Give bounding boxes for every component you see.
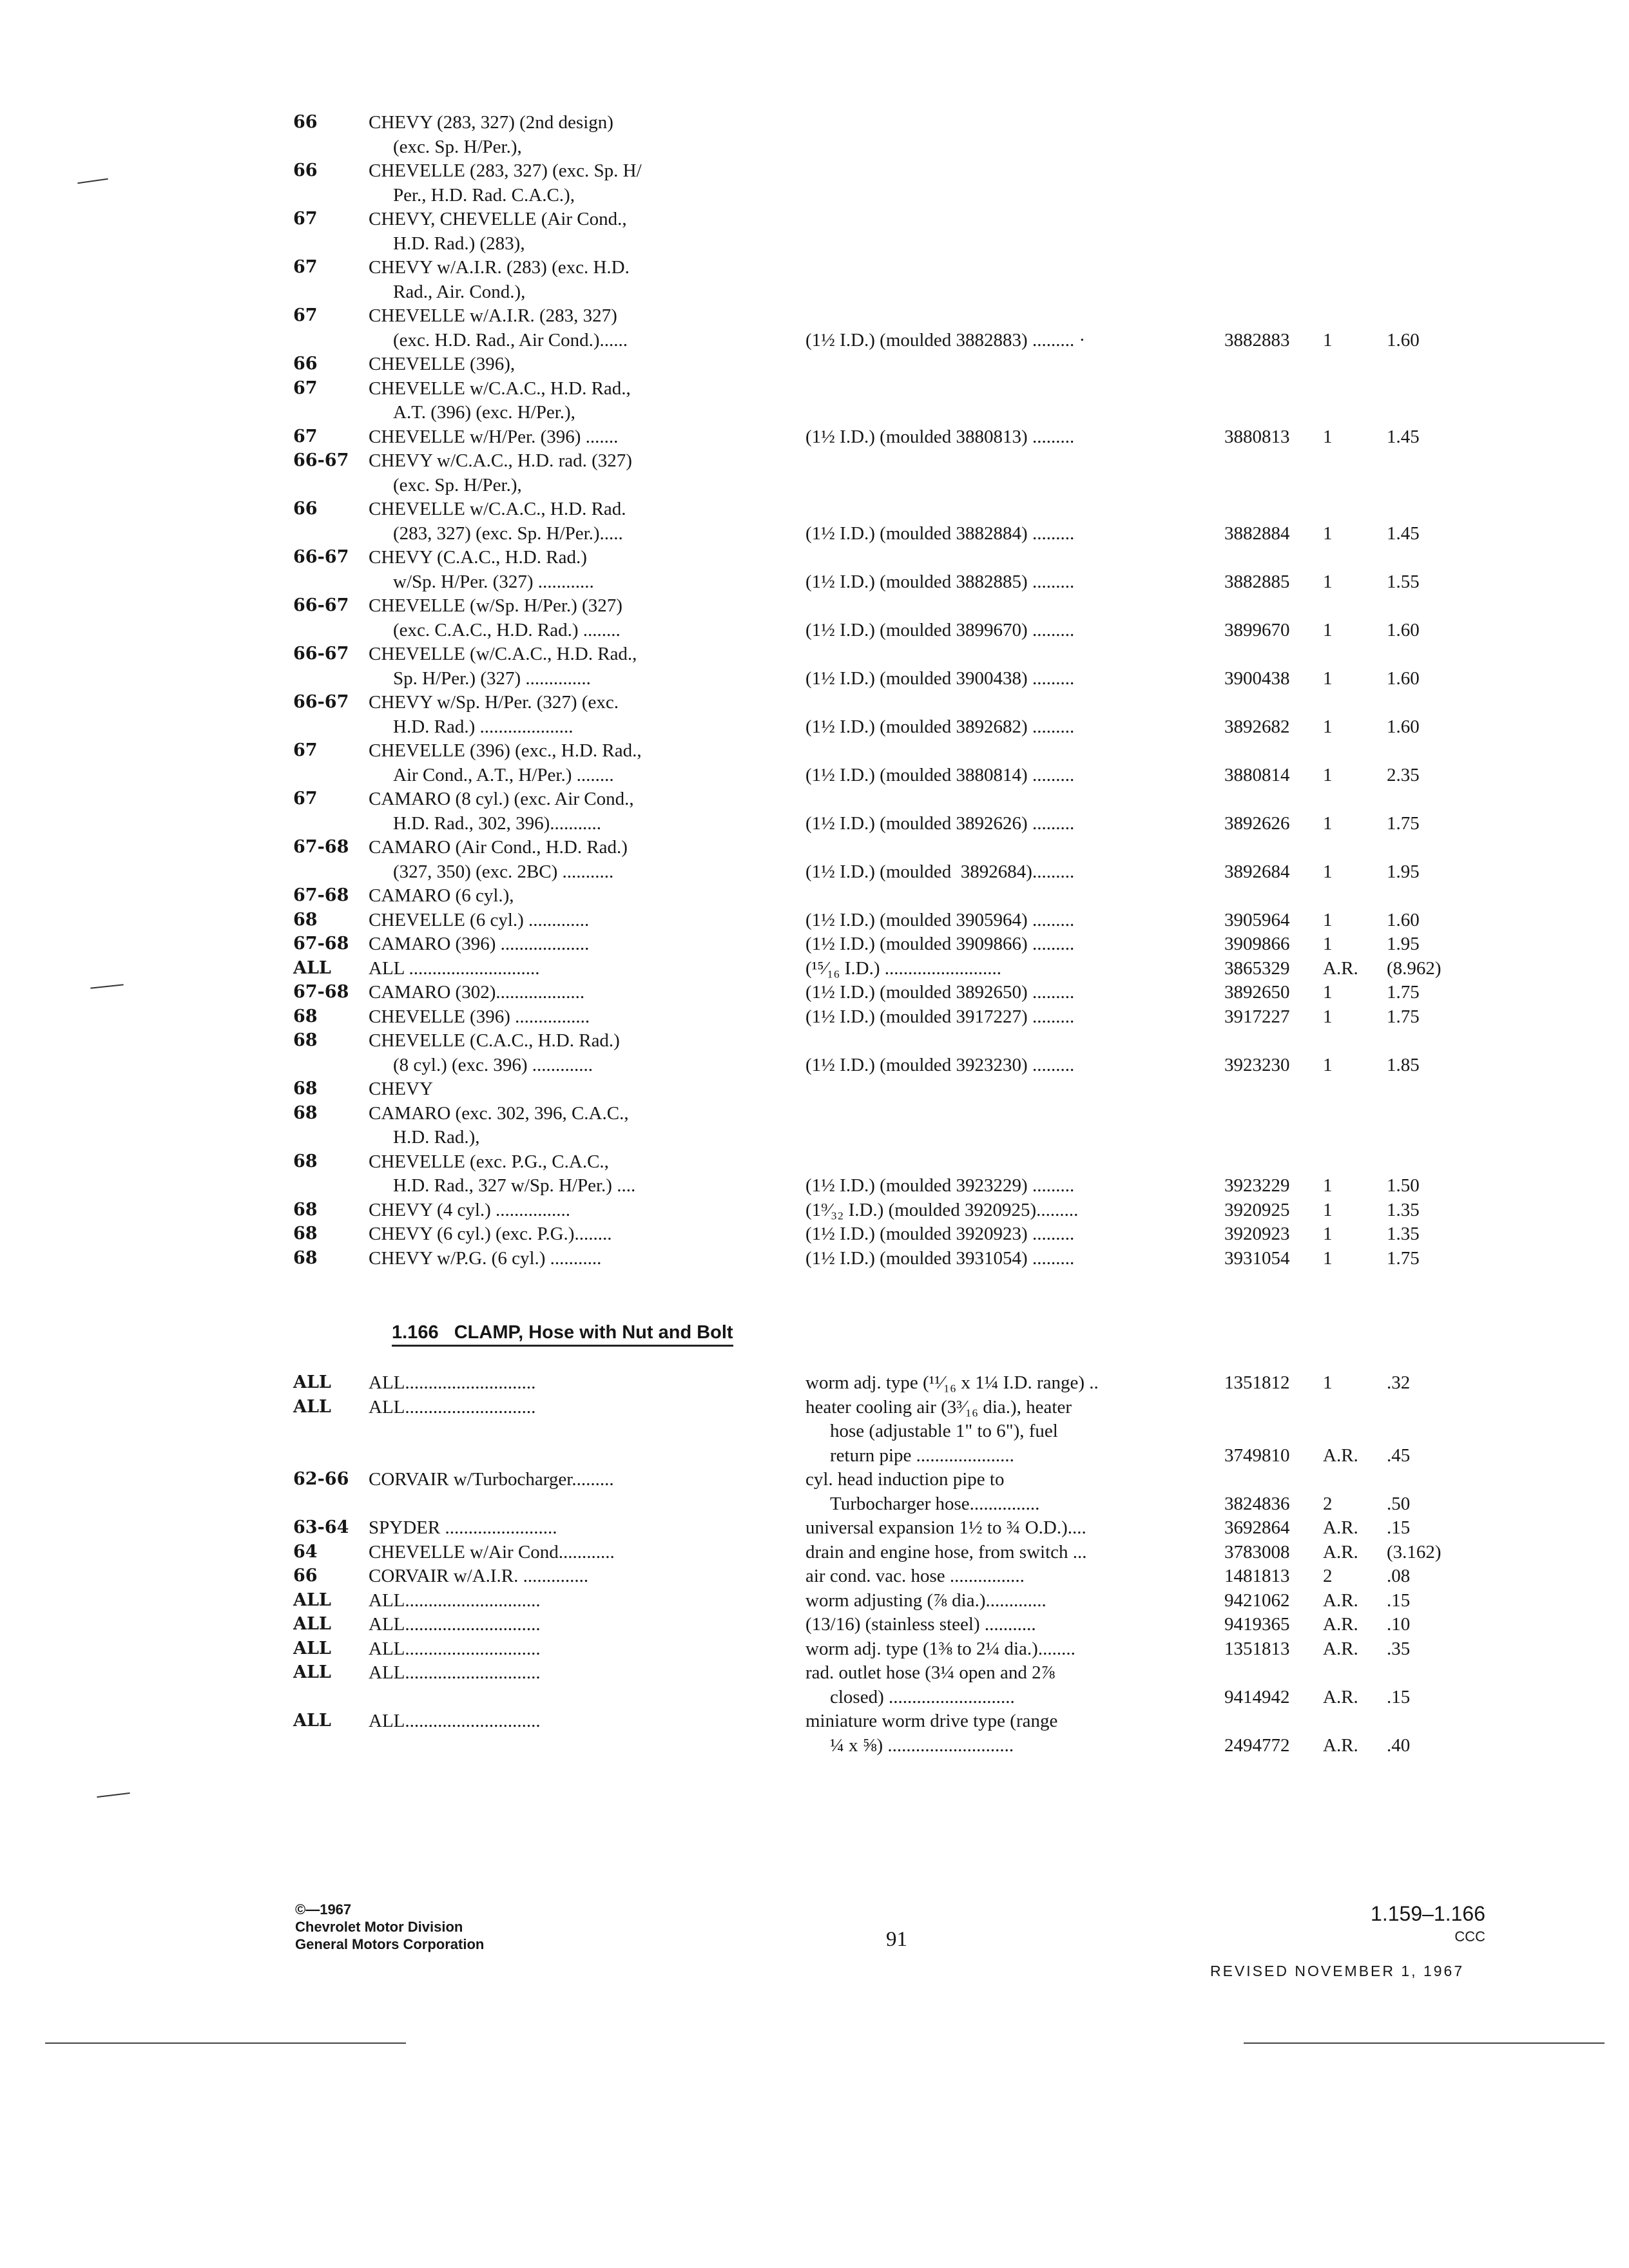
page-code: CCC (1454, 1928, 1485, 1945)
price-cell: 1.35 (1387, 1199, 1420, 1220)
model-cell: ALL............................. (369, 1662, 541, 1683)
year-cell: ALL (293, 957, 331, 978)
price-cell: 1.45 (1387, 523, 1420, 544)
model-cell: CAMARO (6 cyl.), (369, 885, 514, 906)
model-cell: A.T. (396) (exc. H/Per.), (393, 402, 575, 423)
year-cell: 67 (293, 789, 318, 809)
description-cell: heater cooling air (3³⁄₁₆ dia.), heater (805, 1396, 1072, 1418)
year-cell: 66 (293, 1566, 318, 1586)
model-cell: CHEVY, CHEVELLE (Air Cond., (369, 209, 627, 229)
description-cell: (1½ I.D.) (moulded 3882884) ......... (805, 523, 1075, 544)
model-cell: SPYDER ........................ (369, 1517, 557, 1538)
model-cell: CHEVELLE (w/Sp. H/Per.) (327) (369, 595, 622, 616)
year-cell: ALL (293, 1662, 331, 1682)
description-cell: (1½ I.D.) (moulded 3900438) ......... (805, 668, 1075, 689)
part-number-cell: 3923230 (1224, 1054, 1290, 1075)
year-cell: 67-68 (293, 934, 349, 954)
page-number: 91 (886, 1928, 907, 1951)
year-cell: ALL (293, 1372, 331, 1392)
part-number-cell: 3917227 (1224, 1006, 1290, 1027)
model-cell: CAMARO (exc. 302, 396, C.A.C., (369, 1102, 629, 1124)
model-cell: CHEVELLE (283, 327) (exc. Sp. H/ (369, 160, 642, 181)
description-cell: (1½ I.D.) (moulded 3905964) ......... (805, 909, 1075, 930)
model-cell: ALL............................ (369, 1396, 536, 1418)
price-cell: 1.75 (1387, 1006, 1420, 1027)
model-cell: (exc. Sp. H/Per.), (393, 136, 522, 157)
year-cell: 67 (293, 209, 318, 229)
year-cell: 66-67 (293, 450, 349, 470)
quantity-cell: 1 (1323, 1175, 1333, 1196)
model-cell: CHEVELLE w/H/Per. (396) ....... (369, 426, 619, 447)
description-cell: (1½ I.D.) (moulded 3899670) ......... (805, 619, 1075, 640)
description-cell: (1½ I.D.) (moulded 3909866) ......... (805, 934, 1075, 954)
year-cell: ALL (293, 1711, 331, 1731)
price-cell: 1.55 (1387, 571, 1420, 592)
year-cell: 66 (293, 354, 318, 374)
year-cell: 67 (293, 740, 318, 760)
quantity-cell: A.R. (1323, 1614, 1358, 1635)
year-cell: 66-67 (293, 547, 349, 567)
description-cell: (1½ I.D.) (moulded 3880814) ......... (805, 764, 1075, 785)
price-cell: 1.45 (1387, 426, 1420, 447)
part-number-cell: 3923229 (1224, 1175, 1290, 1196)
description-cell: (1½ I.D.) (moulded 3920923) ......... (805, 1224, 1075, 1244)
year-cell: ALL (293, 1638, 331, 1658)
description-cell: (1½ I.D.) (moulded 3882885) ......... (805, 571, 1075, 592)
quantity-cell: 1 (1323, 329, 1333, 351)
part-number-cell: 3892682 (1224, 716, 1290, 737)
model-cell: CHEVY (283, 327) (2nd design) (369, 112, 613, 133)
part-number-cell: 3909866 (1224, 934, 1290, 954)
model-cell: CHEVELLE (396) (exc., H.D. Rad., (369, 740, 642, 761)
year-cell: 66 (293, 499, 318, 519)
description-cell: (1½ I.D.) (moulded 3892682) ......... (805, 716, 1075, 737)
model-cell: CHEVY w/P.G. (6 cyl.) ........... (369, 1247, 602, 1269)
quantity-cell: 2 (1323, 1493, 1333, 1514)
quantity-cell: 1 (1323, 909, 1333, 930)
model-cell: Air Cond., A.T., H/Per.) ........ (393, 764, 614, 785)
quantity-cell: 1 (1323, 668, 1333, 689)
description-cell: (1½ I.D.) (moulded 3892650) ......... (805, 982, 1075, 1003)
quantity-cell: 1 (1323, 426, 1333, 447)
part-number-cell: 3692864 (1224, 1517, 1290, 1538)
model-cell: CHEVY w/Sp. H/Per. (327) (exc. (369, 692, 619, 713)
model-cell: ALL............................. (369, 1638, 541, 1659)
part-number-cell: 1351812 (1224, 1372, 1290, 1393)
quantity-cell: A.R. (1323, 1735, 1358, 1756)
model-cell: CHEVELLE (396), (369, 354, 516, 374)
year-cell: 66 (293, 160, 318, 180)
model-cell: H.D. Rad.) (283), (393, 233, 525, 254)
quantity-cell: A.R. (1323, 1590, 1358, 1611)
scan-mark (77, 178, 108, 184)
quantity-cell: A.R. (1323, 1541, 1358, 1562)
model-cell: ALL............................ (369, 1372, 536, 1393)
model-cell: (8 cyl.) (exc. 396) ............. (393, 1054, 593, 1075)
model-cell: CHEVELLE w/A.I.R. (283, 327) (369, 305, 617, 326)
price-cell: .35 (1387, 1638, 1411, 1659)
part-number-cell: 3905964 (1224, 909, 1290, 930)
price-cell: 1.60 (1387, 668, 1420, 689)
model-cell: CHEVY w/C.A.C., H.D. rad. (327) (369, 450, 632, 471)
revision-date: REVISED NOVEMBER 1, 1967 (1210, 1963, 1465, 1979)
year-cell: 67-68 (293, 837, 349, 857)
year-cell: 68 (293, 909, 318, 930)
quantity-cell: A.R. (1323, 1686, 1358, 1707)
model-cell: CHEVY w/A.I.R. (283) (exc. H.D. (369, 257, 630, 278)
quantity-cell: 2 (1323, 1566, 1333, 1586)
year-cell: 68 (293, 1224, 318, 1244)
bottom-rule-left (45, 2042, 406, 2044)
model-cell: H.D. Rad.) .................... (393, 716, 574, 737)
model-cell: (exc. C.A.C., H.D. Rad.) ........ (393, 619, 621, 640)
model-cell: CHEVY (C.A.C., H.D. Rad.) (369, 547, 587, 568)
quantity-cell: A.R. (1323, 1638, 1358, 1659)
corporation-line: General Motors Corporation (295, 1936, 485, 1952)
quantity-cell: A.R. (1323, 957, 1358, 979)
model-cell: CORVAIR w/A.I.R. .............. (369, 1566, 589, 1586)
model-cell: CHEVELLE (exc. P.G., C.A.C., (369, 1151, 609, 1172)
price-cell: 1.50 (1387, 1175, 1420, 1196)
model-cell: (exc. Sp. H/Per.), (393, 474, 522, 495)
year-cell: 68 (293, 1006, 318, 1026)
year-cell: ALL (293, 1590, 331, 1610)
model-cell: CHEVELLE w/Air Cond............ (369, 1541, 615, 1562)
page-range: 1.159–1.166 (1371, 1902, 1485, 1925)
model-cell: CHEVY (6 cyl.) (exc. P.G.)........ (369, 1224, 612, 1244)
model-cell: CAMARO (8 cyl.) (exc. Air Cond., (369, 789, 634, 809)
model-cell: ALL ............................ (369, 957, 540, 979)
quantity-cell: 1 (1323, 1199, 1333, 1220)
model-cell: H.D. Rad.), (393, 1127, 480, 1148)
model-cell: CHEVELLE (w/C.A.C., H.D. Rad., (369, 644, 637, 664)
part-number-cell: 3892684 (1224, 861, 1290, 882)
model-cell: ALL............................. (369, 1711, 541, 1731)
model-cell: CAMARO (396) ................... (369, 934, 590, 954)
part-number-cell: 3892650 (1224, 982, 1290, 1003)
description-cell: hose (adjustable 1" to 6"), fuel (830, 1421, 1058, 1441)
description-cell: Turbocharger hose............... (830, 1493, 1040, 1514)
model-cell: CAMARO (Air Cond., H.D. Rad.) (369, 837, 628, 858)
model-cell: Rad., Air. Cond.), (393, 281, 526, 302)
year-cell: 67 (293, 305, 318, 325)
scan-mark (90, 984, 124, 988)
copyright-line: ©—1967 (295, 1901, 352, 1917)
model-cell: Per., H.D. Rad. C.A.C.), (393, 184, 575, 206)
part-number-cell: 3749810 (1224, 1445, 1290, 1466)
year-cell: 68 (293, 1079, 318, 1099)
description-cell: (1½ I.D.) (moulded 3882883) ......... · (805, 329, 1086, 351)
year-cell: 68 (293, 1247, 318, 1268)
part-number-cell: 3880814 (1224, 764, 1290, 785)
part-number-cell: 3882884 (1224, 523, 1290, 544)
quantity-cell: 1 (1323, 1054, 1333, 1075)
price-cell: .08 (1387, 1566, 1411, 1586)
price-cell: .50 (1387, 1493, 1411, 1514)
price-cell: .45 (1387, 1445, 1411, 1466)
description-cell: (1½ I.D.) (moulded 3931054) ......... (805, 1247, 1075, 1269)
publisher-block (295, 1901, 484, 1953)
year-cell: ALL (293, 1614, 331, 1634)
page-reference (1356, 1902, 1485, 1945)
price-cell: .40 (1387, 1735, 1411, 1756)
model-cell: ALL............................. (369, 1590, 541, 1611)
quantity-cell: 1 (1323, 764, 1333, 785)
year-cell: 66-67 (293, 644, 349, 664)
price-cell: 1.75 (1387, 1247, 1420, 1269)
quantity-cell: A.R. (1323, 1517, 1358, 1538)
year-cell: 66 (293, 112, 318, 132)
part-number-cell: 1481813 (1224, 1566, 1290, 1586)
year-cell: 67 (293, 378, 318, 398)
description-cell: (1½ I.D.) (moulded 3892684)......... (805, 861, 1075, 882)
year-cell: 64 (293, 1541, 318, 1562)
price-cell: 1.75 (1387, 812, 1420, 834)
year-cell: 67 (293, 257, 318, 277)
price-cell: (8.962) (1387, 957, 1441, 979)
model-cell: CHEVY (4 cyl.) ................ (369, 1199, 571, 1220)
description-cell: (1½ I.D.) (moulded 3923229) ......... (805, 1175, 1075, 1196)
quantity-cell: 1 (1323, 619, 1333, 640)
price-cell: 1.85 (1387, 1054, 1420, 1075)
description-cell: miniature worm drive type (range (805, 1711, 1058, 1731)
part-number-cell: 1351813 (1224, 1638, 1290, 1659)
price-cell: .15 (1387, 1590, 1411, 1611)
part-number-cell: 3899670 (1224, 619, 1290, 640)
year-cell: 68 (293, 1102, 318, 1123)
model-cell: CAMARO (302)................... (369, 982, 585, 1003)
description-cell: (1½ I.D.) (moulded 3880813) ......... (805, 426, 1075, 447)
description-cell: worm adjusting (⅞ dia.)............. (805, 1590, 1046, 1611)
quantity-cell: 1 (1323, 812, 1333, 834)
price-cell: 1.60 (1387, 716, 1420, 737)
part-number-cell: 3824836 (1224, 1493, 1290, 1514)
description-cell: (13/16) (stainless steel) ........... (805, 1614, 1036, 1635)
price-cell: 1.95 (1387, 934, 1420, 954)
description-cell: (1½ I.D.) (moulded 3917227) ......... (805, 1006, 1075, 1027)
year-cell: 67-68 (293, 885, 349, 905)
description-cell: worm adj. type (1⅜ to 2¼ dia.)........ (805, 1638, 1075, 1659)
description-cell: (1⁹⁄₃₂ I.D.) (moulded 3920925)......... (805, 1199, 1079, 1220)
price-cell: .15 (1387, 1686, 1411, 1707)
description-cell: worm adj. type (¹¹⁄₁₆ x 1¼ I.D. range) .. (805, 1372, 1099, 1393)
description-cell: return pipe ..................... (830, 1445, 1014, 1466)
quantity-cell: 1 (1323, 1372, 1333, 1393)
model-cell: CHEVELLE w/C.A.C., H.D. Rad., (369, 378, 631, 399)
price-cell: 1.60 (1387, 329, 1420, 351)
model-cell: (283, 327) (exc. Sp. H/Per.)..... (393, 523, 623, 544)
division-line: Chevrolet Motor Division (295, 1919, 463, 1935)
model-cell: H.D. Rad., 302, 396)........... (393, 812, 602, 834)
price-cell: .32 (1387, 1372, 1411, 1393)
year-cell: 66-67 (293, 595, 349, 615)
quantity-cell: 1 (1323, 716, 1333, 737)
year-cell: ALL (293, 1396, 331, 1417)
price-cell: 1.60 (1387, 909, 1420, 930)
quantity-cell: 1 (1323, 523, 1333, 544)
description-cell: drain and engine hose, from switch ... (805, 1541, 1087, 1562)
quantity-cell: 1 (1323, 1006, 1333, 1027)
quantity-cell: 1 (1323, 1247, 1333, 1269)
part-number-cell: 9421062 (1224, 1590, 1290, 1611)
description-cell: (1½ I.D.) (moulded 3923230) ......... (805, 1054, 1075, 1075)
description-cell: rad. outlet hose (3¼ open and 2⅞ (805, 1662, 1055, 1683)
part-number-cell: 3931054 (1224, 1247, 1290, 1269)
year-cell: 62-66 (293, 1469, 349, 1489)
part-number-cell: 3882883 (1224, 329, 1290, 351)
quantity-cell: 1 (1323, 861, 1333, 882)
description-cell: (1½ I.D.) (moulded 3892626) ......... (805, 812, 1075, 834)
model-cell: ALL............................. (369, 1614, 541, 1635)
price-cell: 2.35 (1387, 764, 1420, 785)
bottom-rule-right (1244, 2042, 1605, 2044)
price-cell: 1.60 (1387, 619, 1420, 640)
model-cell: CHEVY (369, 1079, 433, 1099)
part-number-cell: 3783008 (1224, 1541, 1290, 1562)
part-number-cell: 3880813 (1224, 426, 1290, 447)
quantity-cell: 1 (1323, 571, 1333, 592)
price-cell: 1.75 (1387, 982, 1420, 1003)
year-cell: 66-67 (293, 692, 349, 712)
price-cell: 1.95 (1387, 861, 1420, 882)
part-number-cell: 3900438 (1224, 668, 1290, 689)
quantity-cell: 1 (1323, 982, 1333, 1003)
price-cell: (3.162) (1387, 1541, 1441, 1562)
model-cell: CHEVELLE (C.A.C., H.D. Rad.) (369, 1030, 620, 1051)
quantity-cell: A.R. (1323, 1445, 1358, 1466)
year-cell: 68 (293, 1199, 318, 1220)
part-number-cell: 9414942 (1224, 1686, 1290, 1707)
model-cell: CHEVELLE w/C.A.C., H.D. Rad. (369, 499, 626, 519)
description-cell: air cond. vac. hose ................ (805, 1566, 1025, 1586)
description-cell: cyl. head induction pipe to (805, 1469, 1005, 1490)
description-cell: (¹⁵⁄₁₆ I.D.) ......................... (805, 957, 1002, 979)
part-number-cell: 9419365 (1224, 1614, 1290, 1635)
model-cell: Sp. H/Per.) (327) .............. (393, 668, 591, 689)
part-number-cell: 3882885 (1224, 571, 1290, 592)
model-cell: w/Sp. H/Per. (327) ............ (393, 571, 594, 592)
part-number-cell: 3865329 (1224, 957, 1290, 979)
description-cell: universal expansion 1½ to ¾ O.D.).... (805, 1517, 1086, 1538)
price-cell: 1.35 (1387, 1224, 1420, 1244)
part-number-cell: 3892626 (1224, 812, 1290, 834)
price-cell: .10 (1387, 1614, 1411, 1635)
quantity-cell: 1 (1323, 1224, 1333, 1244)
year-cell: 67 (293, 426, 318, 447)
model-cell: CORVAIR w/Turbocharger......... (369, 1469, 614, 1490)
year-cell: 67-68 (293, 982, 349, 1002)
model-cell: H.D. Rad., 327 w/Sp. H/Per.) .... (393, 1175, 636, 1196)
scan-mark (97, 1792, 130, 1798)
description-cell: ¼ x ⅝) ........................... (830, 1735, 1014, 1756)
model-cell: (exc. H.D. Rad., Air Cond.)...... (393, 329, 628, 351)
model-cell: (327, 350) (exc. 2BC) ........... (393, 861, 614, 882)
part-number-cell: 3920925 (1224, 1199, 1290, 1220)
section-heading: 1.166 CLAMP, Hose with Nut and Bolt (392, 1322, 733, 1347)
part-number-cell: 3920923 (1224, 1224, 1290, 1244)
price-cell: .15 (1387, 1517, 1411, 1538)
description-cell: closed) ........................... (830, 1686, 1015, 1707)
year-cell: 63-64 (293, 1517, 349, 1537)
model-cell: CHEVELLE (6 cyl.) ............. (369, 909, 590, 930)
year-cell: 68 (293, 1151, 318, 1171)
model-cell: CHEVELLE (396) ................ (369, 1006, 590, 1027)
part-number-cell: 2494772 (1224, 1735, 1290, 1756)
quantity-cell: 1 (1323, 934, 1333, 954)
year-cell: 68 (293, 1030, 318, 1050)
